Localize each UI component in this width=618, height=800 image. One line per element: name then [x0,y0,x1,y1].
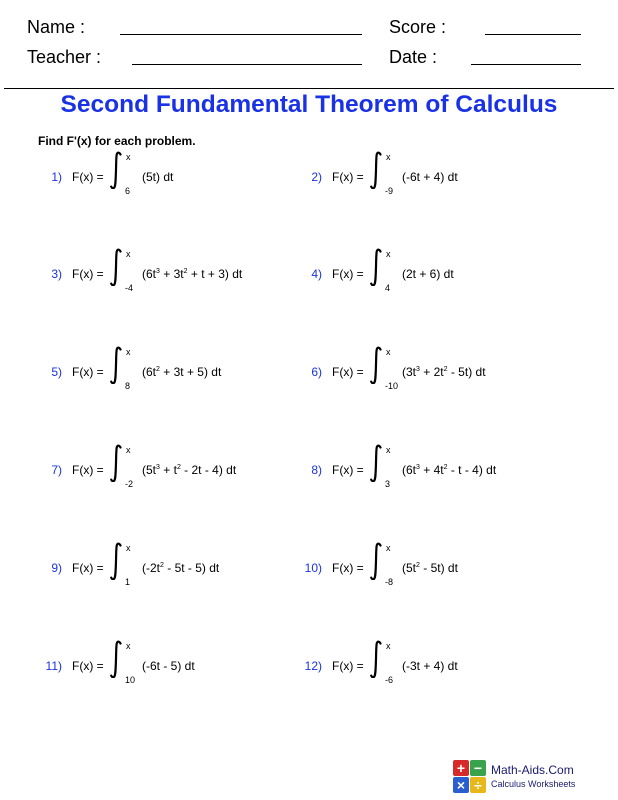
problem-8 [290,440,560,500]
function-lhs: F(x) = [72,267,104,281]
integrand: $(5t^2 - 5t)$ dt [402,561,458,575]
integral-sign-icon [368,248,384,286]
integrand: $(-2t^2 - 5t - 5)$ dt [142,561,220,575]
times-icon: × [453,777,469,793]
teacher-line[interactable] [132,64,362,65]
upper-limit: x [386,249,391,259]
name-label: Name : [27,17,86,37]
upper-limit: x [126,347,131,357]
problem-number: 12) [304,659,322,673]
lower-limit: -4 [125,283,134,293]
function-lhs: F(x) = [72,170,104,184]
plus-icon: + [453,760,469,776]
integrand: (2t + 6) dt [402,267,454,281]
problem-2 [290,147,560,207]
function-lhs: F(x) = [72,561,104,575]
upper-limit: x [126,445,131,455]
lower-limit: -9 [385,186,394,196]
function-lhs: F(x) = [72,365,104,379]
problem-1 [30,147,300,207]
operations-logo-icon [453,760,487,794]
problem-3 [30,244,300,304]
integral-sign-icon [368,151,384,189]
integral-sign-icon [108,444,124,482]
function-lhs: F(x) = [72,463,104,477]
problem-6 [290,342,560,402]
lower-limit: -6 [385,675,394,685]
integrand: (-3t + 4) dt [402,659,458,673]
problem-number: 4) [311,267,322,281]
lower-limit: 3 [385,479,391,489]
upper-limit: x [126,641,131,651]
integrand: $(6t^3 + 4t^2 - t - 4)$ dt [402,463,497,477]
lower-limit: -2 [125,479,134,489]
problem-7 [30,440,300,500]
lower-limit: 10 [125,675,136,685]
function-lhs: F(x) = [332,463,364,477]
function-lhs: F(x) = [332,170,364,184]
problem-number: 2) [311,170,322,184]
upper-limit: x [386,445,391,455]
lower-limit: 6 [125,186,131,196]
problem-9 [30,538,300,598]
upper-limit: x [126,249,131,259]
function-lhs: F(x) = [332,267,364,281]
problem-10 [290,538,560,598]
problem-number: 10) [304,561,322,575]
upper-limit: x [386,152,391,162]
lower-limit: 4 [385,283,391,293]
score-line[interactable] [485,34,581,35]
minus-icon: − [470,760,486,776]
date-line[interactable] [471,64,581,65]
site-subtitle: Calculus Worksheets [491,779,576,789]
problem-4 [290,244,560,304]
lower-limit: -10 [385,381,399,391]
integral-sign-icon [368,444,384,482]
problem-5 [30,342,300,402]
upper-limit: x [126,152,131,162]
integrand: $(6t^3 + 3t^2 + t + 3)$ dt [142,267,243,281]
name-line[interactable] [120,34,362,35]
integrand: $(3t^3 + 2t^2 - 5t)$ dt [402,365,486,379]
integral-sign-icon [368,640,384,678]
problem-12 [290,636,560,696]
problem-number: 8) [311,463,322,477]
teacher-label: Teacher : [27,47,102,67]
worksheet-title: Second Fundamental Theorem of Calculus [60,91,558,118]
integral-sign-icon [108,248,124,286]
upper-limit: x [126,543,131,553]
function-lhs: F(x) = [332,659,364,673]
integral-sign-icon [108,346,124,384]
integral-sign-icon [108,542,124,580]
integral-sign-icon [368,346,384,384]
site-name: Math-Aids.Com [491,763,574,777]
integral-sign-icon [108,151,124,189]
header-divider [4,88,614,89]
lower-limit: 1 [125,577,131,587]
integrand: (-6t - 5) dt [142,659,195,673]
problem-number: 5) [51,365,62,379]
math-aids-logo [453,760,613,794]
integrand: $(5t^3 + t^2 - 2t - 4)$ dt [142,463,237,477]
integrand: (-6t + 4) dt [402,170,458,184]
integrand: (5t) dt [142,170,174,184]
function-lhs: F(x) = [332,561,364,575]
upper-limit: x [386,641,391,651]
integral-sign-icon [108,640,124,678]
instructions: Find F'(x) for each problem. [38,134,196,148]
problem-11 [30,636,300,696]
problem-number: 7) [51,463,62,477]
function-lhs: F(x) = [332,365,364,379]
score-label: Score : [389,17,447,37]
upper-limit: x [386,347,391,357]
problem-number: 3) [51,267,62,281]
date-label: Date : [389,47,438,67]
lower-limit: -8 [385,577,394,587]
lower-limit: 8 [125,381,131,391]
integral-sign-icon [368,542,384,580]
integrand: $(6t^2 + 3t + 5)$ dt [142,365,222,379]
problem-number: 1) [51,170,62,184]
problem-number: 9) [51,561,62,575]
upper-limit: x [386,543,391,553]
problem-number: 6) [311,365,322,379]
divide-icon: ÷ [470,777,486,793]
problem-number: 11) [45,659,62,673]
function-lhs: F(x) = [72,659,104,673]
